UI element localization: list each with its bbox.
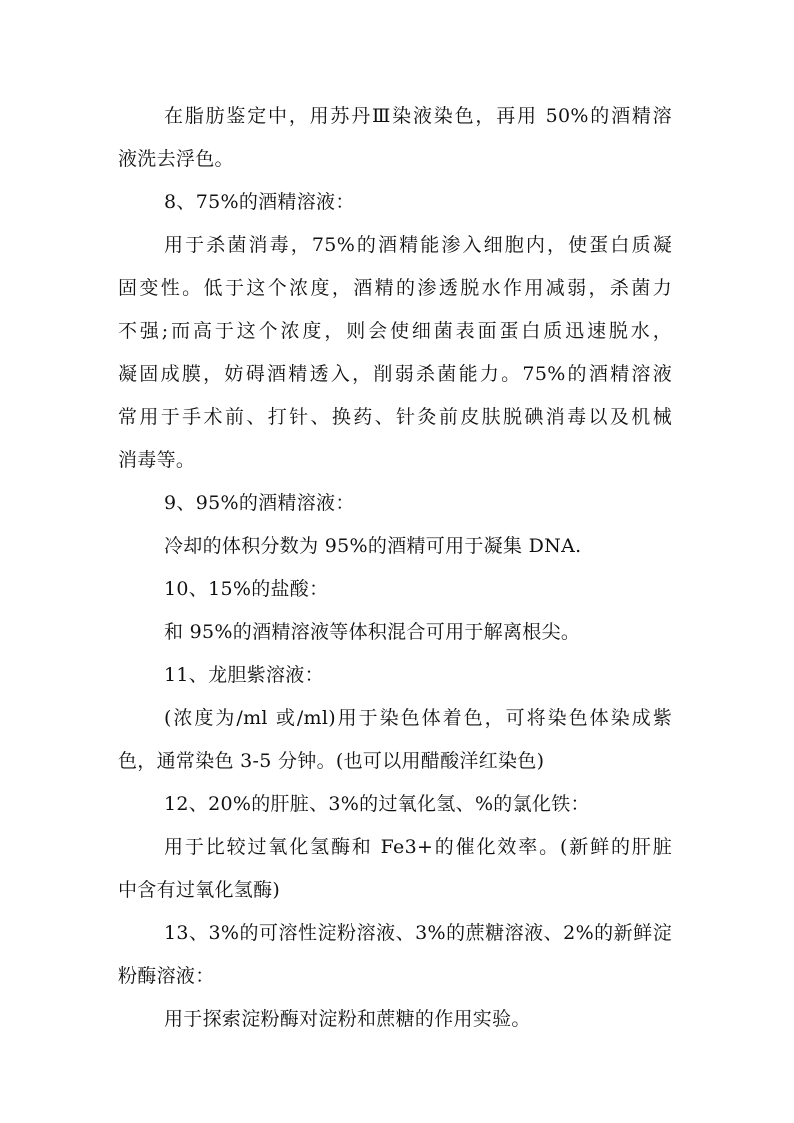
section-heading: 10、15%的盐酸： — [164, 578, 329, 600]
section-heading: 9、95%的酒精溶液： — [164, 492, 355, 514]
paragraph-line: 凝固成膜，妨碍酒精透入，削弱杀菌能力。75%的酒精溶液 — [118, 363, 672, 385]
paragraph-line: 液洗去浮色。 — [118, 148, 234, 170]
paragraph-line: 消毒等。 — [118, 449, 196, 471]
paragraph-line: 中含有过氧化氢酶) — [118, 879, 281, 901]
section-heading: 11、龙胆紫溶液： — [164, 664, 324, 686]
section-heading: 13、3%的可溶性淀粉溶液、3%的蔗糖溶液、2%的新鲜淀 — [164, 922, 672, 944]
paragraph-line: 固变性。低于这个浓度，酒精的渗透脱水作用减弱，杀菌力 — [118, 277, 672, 299]
paragraph-line: 用于探索淀粉酶对淀粉和蔗糖的作用实验。 — [164, 1008, 531, 1030]
paragraph-line: 不强;而高于这个浓度，则会使细菌表面蛋白质迅速脱水， — [118, 320, 672, 342]
paragraph-line: 常用于手术前、打针、换药、针灸前皮肤脱碘消毒以及机械 — [118, 406, 672, 428]
paragraph-line: 用于杀菌消毒，75%的酒精能渗入细胞内，使蛋白质凝 — [164, 234, 672, 256]
paragraph-line: 和 95%的酒精溶液等体积混合可用于解离根尖。 — [164, 621, 581, 643]
section-heading: 12、20%的肝脏、3%的过氧化氢、%的氯化铁： — [164, 793, 590, 815]
paragraph-line: 在脂肪鉴定中，用苏丹Ⅲ染液染色，再用 50%的酒精溶 — [164, 105, 672, 127]
paragraph-line: 冷却的体积分数为 95%的酒精可用于凝集 DNA. — [164, 535, 582, 557]
section-heading: 8、75%的酒精溶液： — [164, 191, 355, 213]
paragraph-line: 用于比较过氧化氢酶和 Fe3+的催化效率。(新鲜的肝脏 — [164, 836, 672, 858]
paragraph-line: (浓度为/ml 或/ml)用于染色体着色，可将染色体染成紫 — [164, 707, 672, 729]
paragraph-line: 色，通常染色 3-5 分钟。(也可以用醋酸洋红染色) — [118, 750, 545, 772]
section-heading: 粉酶溶液： — [118, 965, 215, 987]
